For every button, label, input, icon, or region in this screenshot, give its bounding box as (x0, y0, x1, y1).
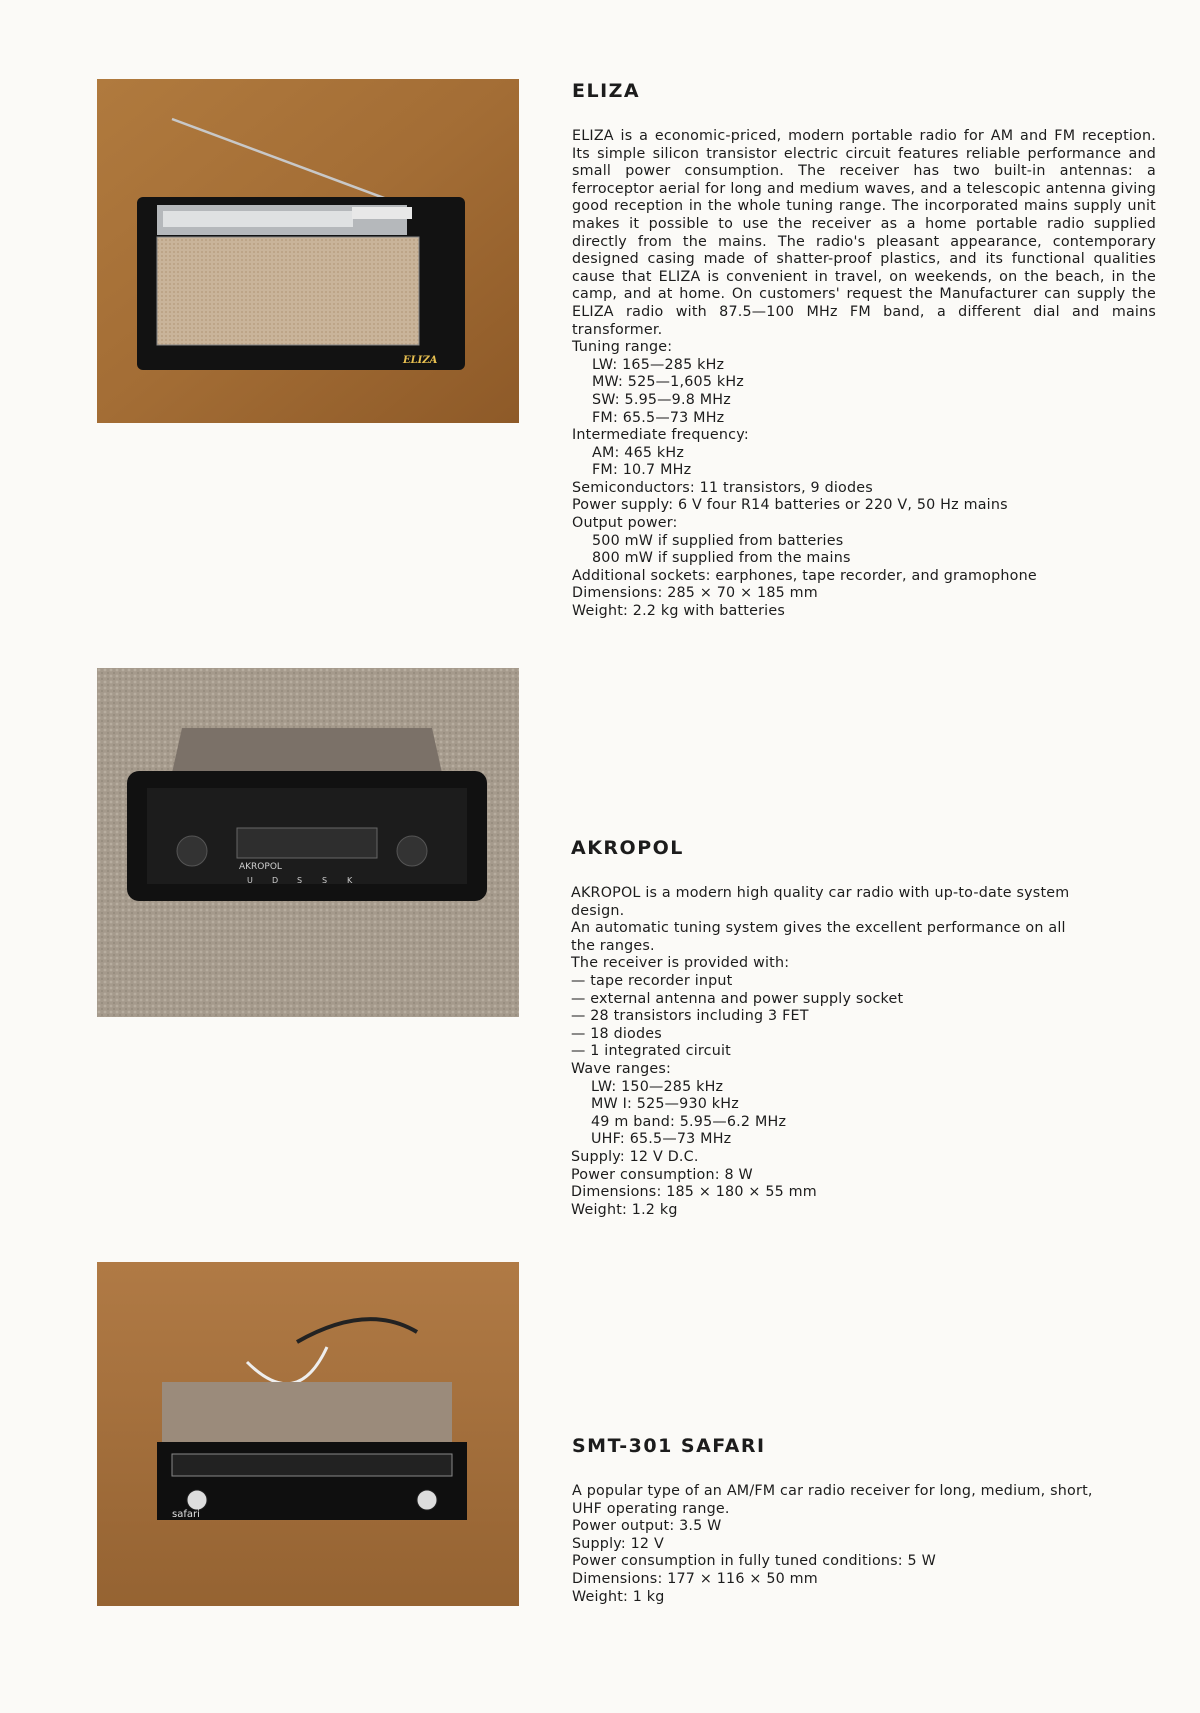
spec-line: LW: 150—285 kHz (591, 1078, 724, 1095)
safari-badge: safari (172, 1509, 200, 1520)
spec-line: Supply: 12 V D.C. (571, 1148, 699, 1165)
eliza-photo (97, 79, 519, 423)
spec-line: Dimensions: 177 × 116 × 50 mm (572, 1570, 818, 1587)
spec-line: MW: 525—1,605 kHz (592, 374, 744, 391)
spec-line: Weight: 1.2 kg (571, 1201, 678, 1218)
akropol-button-s2: S (322, 876, 328, 885)
spec-line: LW: 165—285 kHz (592, 356, 725, 373)
product-eliza (572, 80, 1156, 621)
spec-line: AM: 465 kHz (592, 444, 685, 461)
spec-line: FM: 65.5—73 MHz (592, 409, 725, 426)
product-title: ELIZA (572, 80, 641, 102)
product-safari (572, 1435, 1156, 1606)
spec-line: MW I: 525—930 kHz (591, 1096, 739, 1113)
spec-line: UHF operating range. (572, 1500, 730, 1517)
spec-line: — external antenna and power supply socket (571, 990, 904, 1007)
spec-line: Weight: 1 kg (572, 1588, 665, 1605)
spec-line: — 1 integrated circuit (571, 1043, 731, 1060)
spec-line: Power supply: 6 V four R14 batteries or 220 V, 50 Hz mains (572, 497, 1008, 514)
spec-line: An automatic tuning system gives the excellent performance on all (571, 920, 1066, 937)
product-title: AKROPOL (571, 837, 684, 859)
akropol-button-s1: S (297, 876, 303, 885)
spec-line: UHF: 65.5—73 MHz (591, 1131, 732, 1148)
spec-line: The receiver is provided with: (571, 955, 790, 972)
spec-line: 49 m band: 5.95—6.2 MHz (591, 1113, 787, 1130)
spec-line: Dimensions: 285 × 70 × 185 mm (572, 585, 818, 602)
spec-line: Power output: 3.5 W (572, 1518, 722, 1535)
akropol-button-k: K (347, 876, 353, 885)
spec-line: Intermediate frequency: (572, 427, 749, 444)
spec-line: Dimensions: 185 × 180 × 55 mm (571, 1184, 817, 1201)
spec-line: AKROPOL is a modern high quality car radio with up-to-date system (571, 885, 1070, 901)
spec-line: A popular type of an AM/FM car radio receiver for long, medium, short, (572, 1483, 1093, 1499)
akropol-badge: AKROPOL (239, 862, 282, 872)
spec-line: Additional sockets: earphones, tape recorder, and gramophone (572, 567, 1037, 584)
spec-line: SW: 5.95—9.8 MHz (592, 391, 731, 408)
eliza-badge: ELIZA (403, 355, 438, 366)
spec-line: — 18 diodes (571, 1025, 662, 1042)
spec-line: Wave ranges: (571, 1060, 672, 1077)
spec-line: FM: 10.7 MHz (592, 462, 692, 479)
spec-line: the ranges. (571, 937, 655, 954)
spec-line: Power consumption: 8 W (571, 1166, 753, 1183)
safari-photo (97, 1262, 519, 1606)
spec-line: Power consumption in fully tuned conditions: 5 W (572, 1553, 936, 1570)
spec-line: design. (571, 902, 625, 919)
spec-line: 800 mW if supplied from the mains (592, 550, 851, 567)
spec-line: Weight: 2.2 kg with batteries (572, 603, 785, 620)
spec-line: — 28 transistors including 3 FET (571, 1008, 809, 1025)
spec-line: — tape recorder input (571, 972, 733, 989)
akropol-photo (97, 668, 519, 1017)
spec-line: 500 mW if supplied from batteries (592, 532, 844, 549)
spec-line: Supply: 12 V (572, 1535, 664, 1552)
product-title: SMT-301 SAFARI (572, 1435, 766, 1457)
spec-line: Tuning range: (572, 339, 673, 356)
akropol-button-u: U (247, 876, 253, 885)
spec-line: Output power: (572, 515, 678, 532)
product-akropol (571, 837, 1155, 1219)
product-description: ELIZA is a economic-priced, modern portable radio for AM and FM reception. Its simple silicon transistor electric circuit features reliable performance and small power consumption. The receiver has two built-in antennas: a ferroceptor aerial for long and medium waves, and a telescopic antenna giving good reception in the whole tuning range. The incorporated mains supply unit makes it possible to use the receiver as a home portable radio supplied directly from the mains. The radio's pleasant appearance, contemporary designed casing made of shatter-proof plastics, and its functional qualities cause that ELIZA is convenient in travel, on weekends, on the beach, in the camp, and at home. On customers' request the Manufacturer can supply the ELIZA radio with 87.5—100 MHz FM band, a different dial and mains transformer. (572, 128, 1156, 338)
spec-line: Semiconductors: 11 transistors, 9 diodes (572, 479, 873, 496)
akropol-button-d: D (272, 876, 279, 885)
